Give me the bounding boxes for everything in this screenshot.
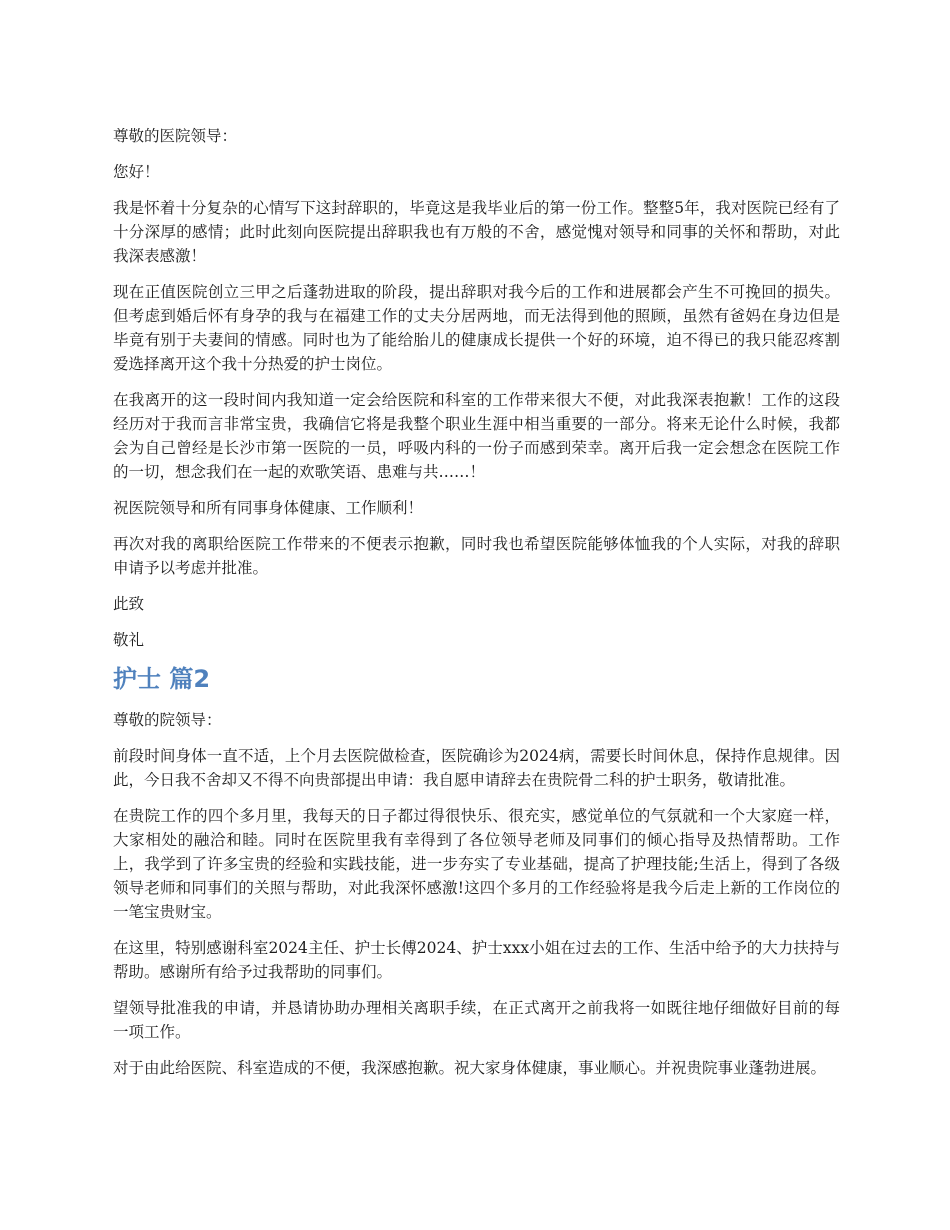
body-paragraph: 再次对我的离职给医院工作带来的不便表示抱歉，同时我也希望医院能够体恤我的个人实际，对我的辞职申请予以考虑并批准。: [113, 535, 840, 577]
body-paragraph: 在我离开的这一段时间内我知道一定会给医院和科室的工作带来很大不便，对此我深表抱歉！工作的这段经历对于我而言非常宝贵，我确信它将是我整个职业生涯中相当重要的一部分。将来无论什么时候，我都会为自己曾经是长沙市第一医院的一员，呼吸内科的一份子而感到荣幸。离开后我一定会想念在医院工作的一切，想念我们在一起的欢歌笑语、患难与共……！: [113, 391, 840, 481]
letter-section-2: [113, 664, 840, 1080]
body-paragraph: 现在正值医院创立三甲之后蓬勃进取的阶段，提出辞职对我今后的工作和进展都会产生不可挽回的损失。但考虑到婚后怀有身孕的我与在福建工作的丈夫分居两地，而无法得到他的照顾，虽然有爸妈在身边但是毕竟有别于夫妻间的情感。同时也为了能给胎儿的健康成长提供一个好的环境，迫不得已的我只能忍疼割爱选择离开这个我十分热爱的护士岗位。: [113, 283, 840, 373]
salutation: 尊敬的院领导：: [113, 711, 222, 729]
body-paragraph: 对于由此给医院、科室造成的不便，我深感抱歉。祝大家身体健康，事业顺心。并祝贵院事业蓬勃进展。: [113, 1059, 827, 1077]
closing: 敬礼: [113, 631, 145, 649]
body-paragraph: 前段时间身体一直不适，上个月去医院做检查，医院确诊为2024病，需要长时间休息，保持作息规律。因此，今日我不舍却又不得不向贵部提出申请：我自愿申请辞去在贵院骨二科的护士职务，敬请批准。: [113, 747, 840, 789]
closing: 此致: [113, 595, 145, 613]
body-paragraph: 望领导批准我的申请，并恳请协助办理相关离职手续，在正式离开之前我将一如既往地仔细做好目前的每一项工作。: [113, 999, 840, 1041]
body-paragraph: 祝医院领导和所有同事身体健康、工作顺利！: [113, 499, 424, 517]
salutation: 尊敬的医院领导：: [113, 127, 238, 145]
greeting: 您好！: [113, 163, 160, 181]
section-heading: 护士 篇2: [113, 665, 211, 693]
body-paragraph: 我是怀着十分复杂的心情写下这封辞职的，毕竟这是我毕业后的第一份工作。整整5年，我对医院已经有了十分深厚的感情；此时此刻向医院提出辞职我也有万般的不舍，感觉愧对领导和同事的关怀和帮助，对此我深表感激！: [113, 199, 840, 265]
body-paragraph: 在贵院工作的四个多月里，我每天的日子都过得很快乐、很充实，感觉单位的气氛就和一个大家庭一样，大家相处的融洽和睦。同时在医院里我有幸得到了各位领导老师及同事们的倾心指导及热情帮助。工作上，我学到了许多宝贵的经验和实践技能，进一步夯实了专业基础，提高了护理技能;生活上，得到了各级领导老师和同事们的关照与帮助，对此我深怀感激!这四个多月的工作经验将是我今后走上新的工作岗位的一笔宝贵财宝。: [113, 807, 840, 921]
letter-section-1: [113, 124, 840, 652]
body-paragraph: 在这里，特别感谢科室2024主任、护士长傅2024、护士xxx小姐在过去的工作、生活中给予的大力扶持与帮助。感谢所有给予过我帮助的同事们。: [113, 939, 840, 981]
